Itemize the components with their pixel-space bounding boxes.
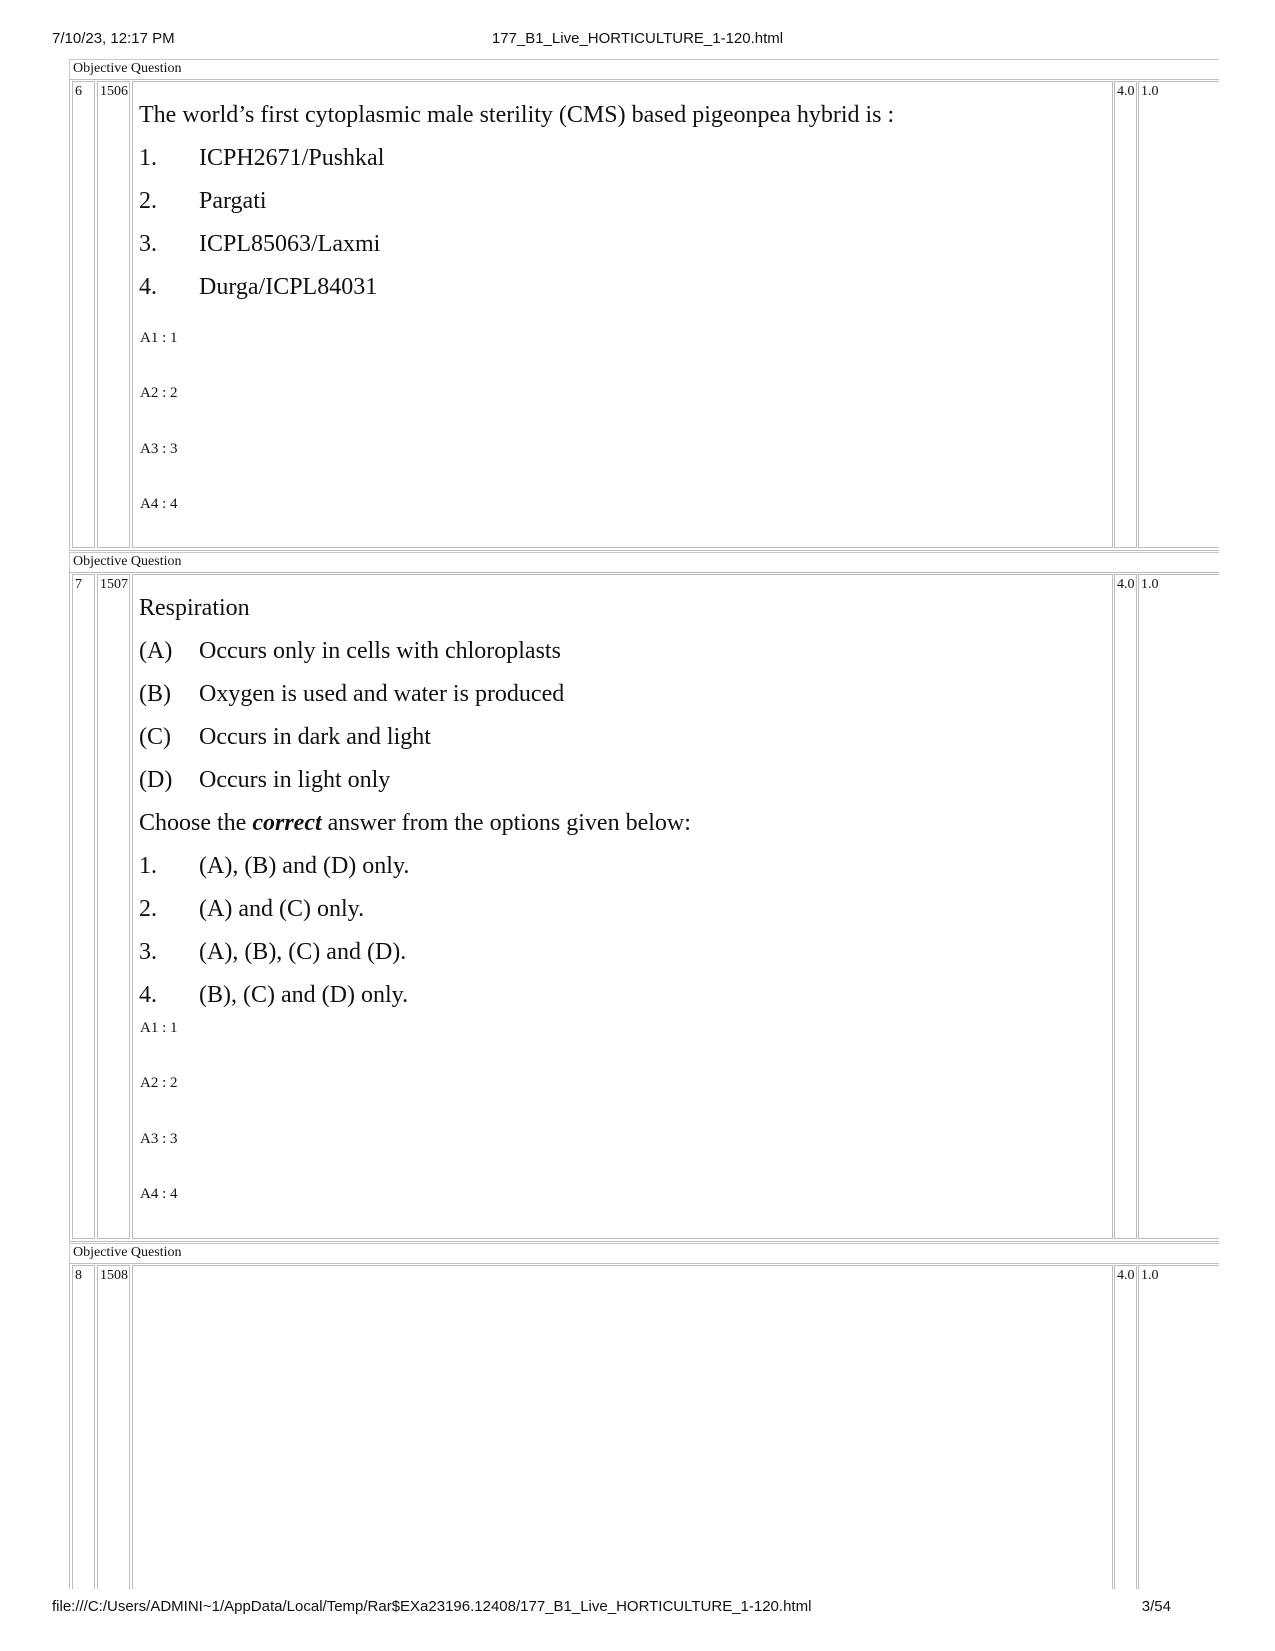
question-text: The world’s first cytoplasmic male sterility (CMS) based pigeonpea hybrid is : bbox=[139, 102, 895, 128]
option: 1. ICPH2671/Pushkal bbox=[139, 145, 385, 171]
question-block bbox=[69, 1243, 1219, 1589]
answer-option: A4 : 4 bbox=[140, 1186, 178, 1202]
marks: 4.0 bbox=[1117, 84, 1135, 99]
option: 3. (A), (B), (C) and (D). bbox=[139, 939, 407, 965]
print-datetime: 7/10/23, 12:17 PM bbox=[52, 30, 175, 47]
serial-cell bbox=[72, 81, 95, 548]
question-body-cell bbox=[132, 574, 1113, 1239]
answer-option: A3 : 3 bbox=[140, 1131, 178, 1147]
option: 2. (A) and (C) only. bbox=[139, 896, 365, 922]
question-body-cell bbox=[132, 1265, 1113, 1589]
print-header bbox=[52, 30, 1223, 54]
question-block bbox=[69, 59, 1219, 551]
question-body-cell bbox=[132, 81, 1113, 548]
serial-cell bbox=[72, 1265, 95, 1589]
instruction: Choose the correct answer from the options given below: bbox=[139, 810, 691, 836]
answer-option: A3 : 3 bbox=[140, 441, 178, 457]
marks-cell bbox=[1114, 1265, 1137, 1589]
answer-option: A4 : 4 bbox=[140, 496, 178, 512]
answer-option: A2 : 2 bbox=[140, 1075, 178, 1091]
negative-marks-cell bbox=[1138, 81, 1219, 548]
question-content bbox=[139, 94, 894, 309]
option: 4. Durga/ICPL84031 bbox=[139, 274, 378, 300]
serial-number: 8 bbox=[75, 1268, 82, 1283]
question-id-cell bbox=[97, 1265, 130, 1589]
serial-number: 6 bbox=[75, 84, 82, 99]
serial-cell bbox=[72, 574, 95, 1239]
marks-cell bbox=[1114, 574, 1137, 1239]
question-block bbox=[69, 552, 1219, 1242]
question-paper bbox=[69, 59, 1219, 1589]
marks-cell bbox=[1114, 81, 1137, 548]
print-footer bbox=[52, 1598, 1223, 1622]
question-id: 1507 bbox=[100, 577, 128, 592]
option: 3. ICPL85063/Laxmi bbox=[139, 231, 381, 257]
marks: 4.0 bbox=[1117, 1268, 1135, 1283]
question-type-label: Objective Question bbox=[73, 1245, 182, 1260]
answer-option: A1 : 1 bbox=[140, 1020, 178, 1036]
option: 2. Pargati bbox=[139, 188, 267, 214]
question-type-label: Objective Question bbox=[73, 554, 182, 569]
statement: (B) Oxygen is used and water is produced bbox=[139, 681, 565, 707]
question-text: Respiration bbox=[139, 595, 250, 621]
question-id: 1508 bbox=[100, 1268, 128, 1283]
option: 4. (B), (C) and (D) only. bbox=[139, 982, 409, 1008]
statement: (C) Occurs in dark and light bbox=[139, 724, 431, 750]
marks: 4.0 bbox=[1117, 577, 1135, 592]
negative-marks-cell bbox=[1138, 1265, 1219, 1589]
negative-marks: 1.0 bbox=[1141, 577, 1159, 592]
question-type-label: Objective Question bbox=[73, 61, 182, 76]
question-id: 1506 bbox=[100, 84, 128, 99]
negative-marks-cell bbox=[1138, 574, 1219, 1239]
negative-marks: 1.0 bbox=[1141, 1268, 1159, 1283]
file-url: file:///C:/Users/ADMINI~1/AppData/Local/Temp/Rar$EXa23196.12408/177_B1_Live_HORTICULTURE_1-120.html bbox=[52, 1598, 812, 1615]
answer-option: A2 : 2 bbox=[140, 385, 178, 401]
question-id-cell bbox=[97, 81, 130, 548]
answer-option: A1 : 1 bbox=[140, 330, 178, 346]
question-type-row bbox=[69, 552, 1219, 573]
page-number: 3/54 bbox=[1141, 1598, 1171, 1615]
question-id-cell bbox=[97, 574, 130, 1239]
negative-marks: 1.0 bbox=[1141, 84, 1159, 99]
question-type-row bbox=[69, 1243, 1219, 1264]
statement: (A) Occurs only in cells with chloroplasts bbox=[139, 638, 561, 664]
statement: (D) Occurs in light only bbox=[139, 767, 391, 793]
option: 1. (A), (B) and (D) only. bbox=[139, 853, 410, 879]
document-title: 177_B1_Live_HORTICULTURE_1-120.html bbox=[491, 30, 784, 47]
serial-number: 7 bbox=[75, 577, 82, 592]
question-type-row bbox=[69, 59, 1219, 80]
question-content bbox=[139, 587, 691, 1017]
